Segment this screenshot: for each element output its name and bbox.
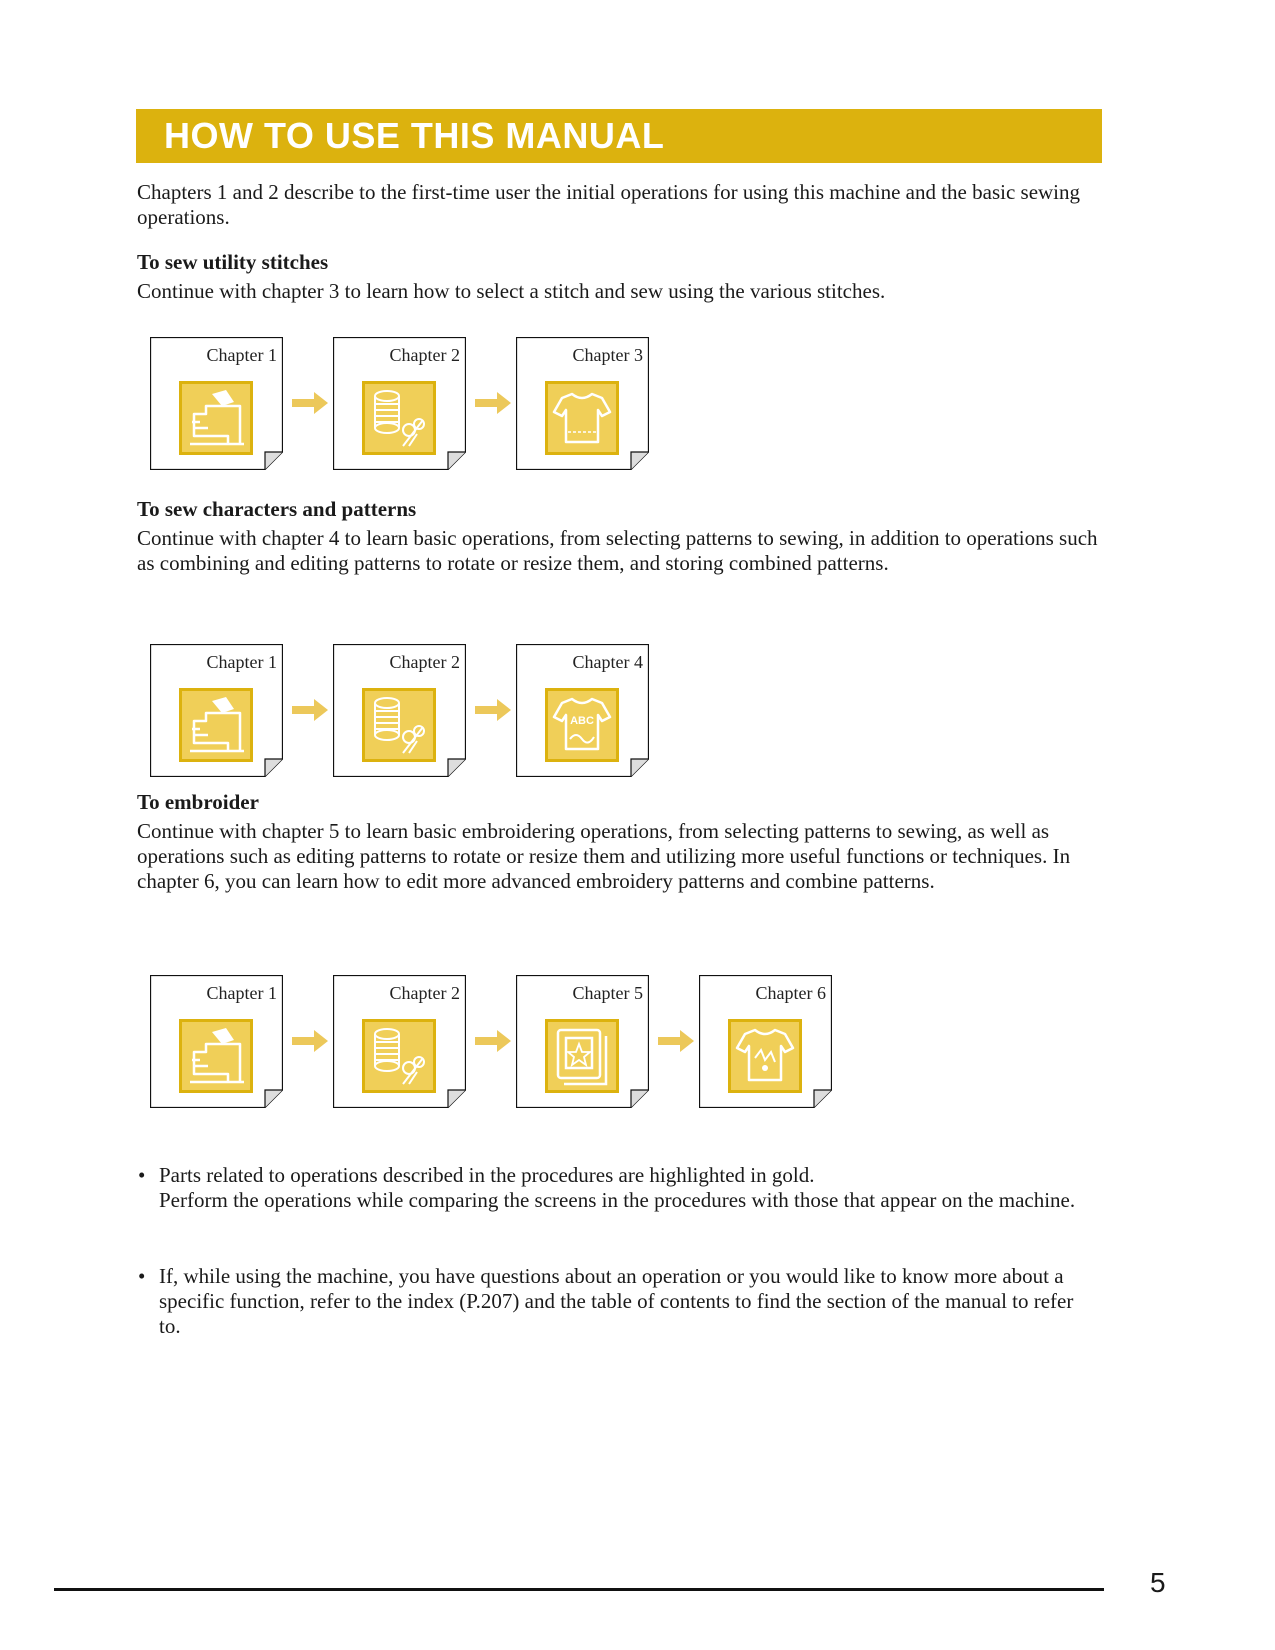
abc-shirt-icon	[545, 688, 619, 762]
section-banner	[136, 109, 1102, 163]
footer-rule	[54, 1588, 1104, 1591]
section-text-utility-stitches: Continue with chapter 3 to learn how to select a stitch and sew using the various stitches.	[137, 279, 886, 303]
chapter-card	[699, 975, 832, 1108]
chapter-label: Chapter 6	[755, 983, 826, 1003]
thread-spool-scissors-icon	[362, 688, 436, 762]
chapter-card	[333, 644, 466, 777]
chapter-label: Chapter 5	[572, 983, 643, 1003]
section-heading-characters-patterns: To sew characters and patterns	[137, 497, 417, 521]
section-heading-utility-stitches: To sew utility stitches	[137, 250, 329, 274]
section-text-characters-patterns: Continue with chapter 4 to learn basic operations, from selecting patterns to sewing, in addition to operations such as combining and editing patterns to rotate or resize them, and storing combined patterns.	[137, 526, 1098, 575]
chapter-label: Chapter 2	[389, 652, 460, 672]
chapter-label: Chapter 1	[206, 983, 277, 1003]
chapter-card	[150, 644, 283, 777]
chapter-label: Chapter 3	[572, 345, 643, 365]
bullet-icon: •	[138, 1264, 146, 1288]
chapter-card	[516, 337, 649, 470]
chapter-card	[150, 337, 283, 470]
chapter-card	[333, 337, 466, 470]
page-title: HOW TO USE THIS MANUAL	[164, 115, 665, 156]
chapter-flow-characters	[150, 644, 650, 780]
section-heading-embroider: To embroider	[137, 790, 259, 814]
thread-spool-scissors-icon	[362, 381, 436, 455]
note-item	[138, 1264, 1098, 1344]
embroidery-frame-icon	[545, 1019, 619, 1093]
abc-text: ABC	[570, 715, 594, 727]
embroidered-shirt-icon	[728, 1019, 802, 1093]
sewing-machine-icon	[179, 1019, 253, 1093]
sewing-machine-icon	[179, 381, 253, 455]
chapter-card	[516, 644, 649, 777]
section-text-embroider: Continue with chapter 5 to learn basic embroidering operations, from selecting patterns to sewing, as well as operations such as editing patterns to rotate or resize them and utilizing more useful functions or techniques. In chapter 6, you can learn how to edit more advanced embroidery patterns and combine patterns.	[137, 819, 1071, 893]
note-line: If, while using the machine, you have questions about an operation or you would like to know more about a specific function, refer to the index (P.207) and the table of contents to find the section of the manual to refer to.	[159, 1264, 1074, 1338]
chapter-flow-embroider	[150, 975, 830, 1111]
bullet-icon: •	[138, 1163, 146, 1187]
page-number: 5	[1150, 1567, 1166, 1598]
shirt-icon	[545, 381, 619, 455]
chapter-label: Chapter 2	[389, 345, 460, 365]
chapter-flow-utility	[150, 337, 650, 473]
chapter-label: Chapter 1	[206, 345, 277, 365]
chapter-card	[516, 975, 649, 1108]
chapter-card	[150, 975, 283, 1108]
note-line: Parts related to operations described in the procedures are highlighted in gold.	[159, 1163, 815, 1187]
sewing-machine-icon	[179, 688, 253, 762]
chapter-card	[333, 975, 466, 1108]
note-item	[138, 1163, 1098, 1243]
chapter-label: Chapter 1	[206, 652, 277, 672]
thread-spool-scissors-icon	[362, 1019, 436, 1093]
intro-paragraph: Chapters 1 and 2 describe to the first-time user the initial operations for using this machine and the basic sewing operations.	[137, 180, 1081, 229]
chapter-label: Chapter 2	[389, 983, 460, 1003]
note-line: Perform the operations while comparing the screens in the procedures with those that appear on the machine.	[159, 1188, 1076, 1212]
chapter-label: Chapter 4	[572, 652, 643, 672]
